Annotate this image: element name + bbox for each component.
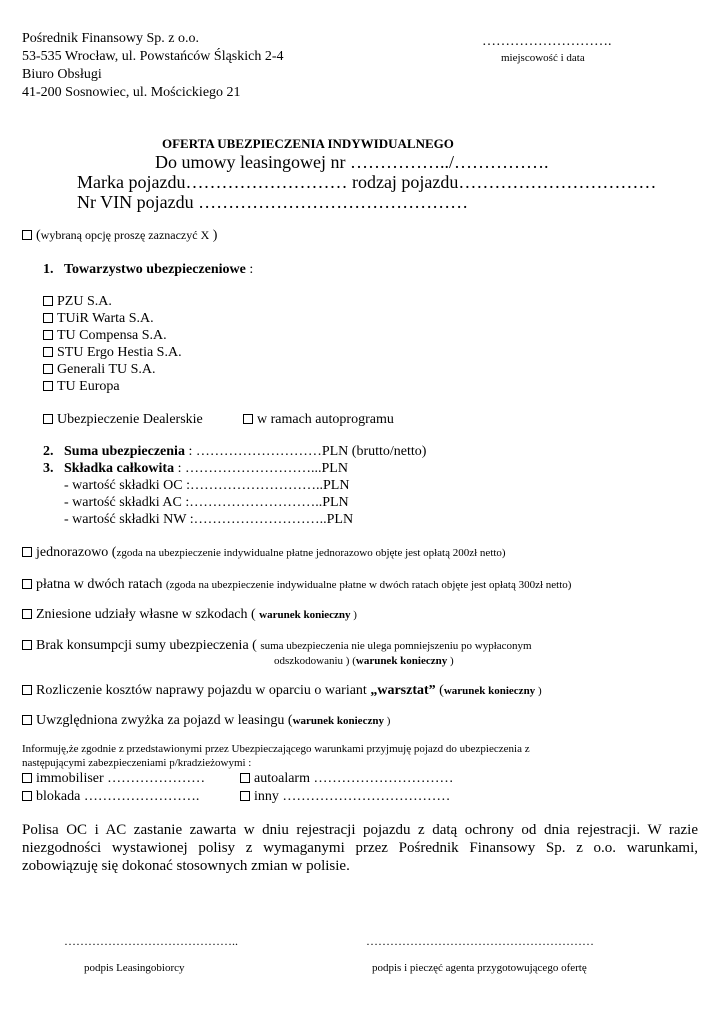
- vehicle-make-type-field[interactable]: Marka pojazdu……………………… rodzaj pojazdu……………………………: [77, 172, 657, 192]
- checkbox-icon[interactable]: [22, 579, 32, 589]
- checkbox-icon[interactable]: [22, 609, 32, 619]
- payment-two-installments-option[interactable]: płatna w dwóch ratach (zgoda na ubezpieczenie indywidualne płatne w dwóch ratach objęte jest opłatą 300zł netto): [22, 577, 571, 593]
- checkbox-icon[interactable]: [43, 381, 53, 391]
- insurer-option-europa[interactable]: TU Europa: [43, 379, 120, 395]
- autoalarm-option[interactable]: autoalarm …………………………: [240, 771, 453, 787]
- payment-once-option[interactable]: jednorazowo (zgoda na ubezpieczenie indywidualne płatne jednorazowo objęte jest opłatą 200zł netto): [22, 545, 506, 561]
- checkbox-icon[interactable]: [22, 685, 32, 695]
- insurer-option-compensa[interactable]: TU Compensa S.A.: [43, 328, 167, 344]
- checkbox-icon[interactable]: [43, 347, 53, 357]
- company-address: 53-535 Wrocław, ul. Powstańców Śląskich 2-4: [22, 49, 284, 64]
- checkbox-icon[interactable]: [22, 640, 32, 650]
- checkbox-icon[interactable]: [22, 547, 32, 557]
- checkbox-icon: [22, 230, 32, 240]
- vin-field[interactable]: Nr VIN pojazdu ………………………………………: [77, 192, 469, 212]
- workshop-variant-option[interactable]: Rozliczenie kosztów naprawy pojazdu w oparciu o wariant „warsztat” (warunek konieczny ): [22, 683, 542, 699]
- policy-note: Polisa OC i AC zastanie zawarta w dniu rejestracji pojazdu z datą ochrony od dnia rejestracji. W razie niezgodności wystawionej polisy z wymaganymi przez Pośrednik Finansowy Sp. z o.o. warunkami, zobowiązuję się dokonać stosownych zmian w polisie.: [22, 822, 698, 874]
- blokada-option[interactable]: blokada …………………….: [22, 789, 199, 805]
- office-label: Biuro Obsługi: [22, 67, 102, 82]
- agent-signature-label: podpis i pieczęć agenta przygotowującego ofertę: [372, 962, 587, 974]
- agent-signature-line[interactable]: …………………………………………………: [366, 934, 594, 948]
- place-date-field[interactable]: ……………………….: [482, 34, 612, 49]
- insurer-option-hestia[interactable]: STU Ergo Hestia S.A.: [43, 345, 182, 361]
- checkbox-icon[interactable]: [43, 364, 53, 374]
- checkbox-icon[interactable]: [43, 296, 53, 306]
- other-security-option[interactable]: inny ………………………………: [240, 789, 450, 805]
- section-1-heading: 1. Towarzystwo ubezpieczeniowe :: [43, 262, 254, 277]
- deductible-waiver-option[interactable]: Zniesione udziały własne w szkodach ( warunek konieczny ): [22, 607, 357, 623]
- checkbox-icon[interactable]: [243, 414, 253, 424]
- checkbox-icon[interactable]: [43, 330, 53, 340]
- security-intro-line-2: następującymi zabezpieczeniami p/kradzieżowymi :: [22, 757, 252, 769]
- checkbox-icon[interactable]: [43, 313, 53, 323]
- instruction-line: (wybraną opcję proszę zaznaczyć X ): [22, 228, 217, 244]
- security-intro-line-1: Informuję,że zgodnie z przedstawionymi przez Ubezpieczającego warunkami przyjmuję pojazd do ubezpieczenia z: [22, 743, 530, 755]
- checkbox-icon[interactable]: [22, 791, 32, 801]
- company-name: Pośrednik Finansowy Sp. z o.o.: [22, 31, 199, 46]
- insurer-option-generali[interactable]: Generali TU S.A.: [43, 362, 156, 378]
- dealer-insurance-option[interactable]: Ubezpieczenie Dealerskie: [43, 412, 203, 428]
- page-title: OFERTA UBEZPIECZENIA INDYWIDUALNEGO: [162, 136, 454, 151]
- total-premium-field[interactable]: 3. Składka całkowita : ………………………...PLN: [43, 461, 348, 476]
- leasing-surcharge-option[interactable]: Uwzględniona zwyżka za pojazd w leasingu (warunek konieczny ): [22, 713, 390, 729]
- checkbox-icon[interactable]: [43, 414, 53, 424]
- office-address: 41-200 Sosnowiec, ul. Mościckiego 21: [22, 85, 241, 100]
- lessee-signature-label: podpis Leasingobiorcy: [84, 962, 185, 974]
- autoprogram-option[interactable]: w ramach autoprogramu: [243, 412, 394, 428]
- no-sum-consumption-option[interactable]: Brak konsumpcji sumy ubezpieczenia ( suma ubezpieczenia nie ulega pomniejszeniu po wypłaconym: [22, 638, 532, 654]
- checkbox-icon[interactable]: [22, 773, 32, 783]
- sum-insured-field[interactable]: 2. Suma ubezpieczenia : ………………………PLN (brutto/netto): [43, 444, 427, 459]
- checkbox-icon[interactable]: [240, 791, 250, 801]
- insurer-option-pzu[interactable]: PZU S.A.: [43, 294, 112, 310]
- immobiliser-option[interactable]: immobiliser …………………: [22, 771, 205, 787]
- checkbox-icon[interactable]: [240, 773, 250, 783]
- place-date-label: miejscowość i data: [501, 52, 585, 64]
- no-sum-consumption-note: odszkodowaniu ) (warunek konieczny ): [274, 655, 454, 667]
- lessee-signature-line[interactable]: ……………………………………..: [64, 934, 238, 948]
- premium-nw-field[interactable]: - wartość składki NW :………………………..PLN: [64, 512, 354, 527]
- insurer-option-warta[interactable]: TUiR Warta S.A.: [43, 311, 154, 327]
- checkbox-icon[interactable]: [22, 715, 32, 725]
- premium-ac-field[interactable]: - wartość składki AC :………………………..PLN: [64, 495, 349, 510]
- contract-number-field[interactable]: Do umowy leasingowej nr ……………../…………….: [155, 152, 549, 172]
- premium-oc-field[interactable]: - wartość składki OC :………………………..PLN: [64, 478, 350, 493]
